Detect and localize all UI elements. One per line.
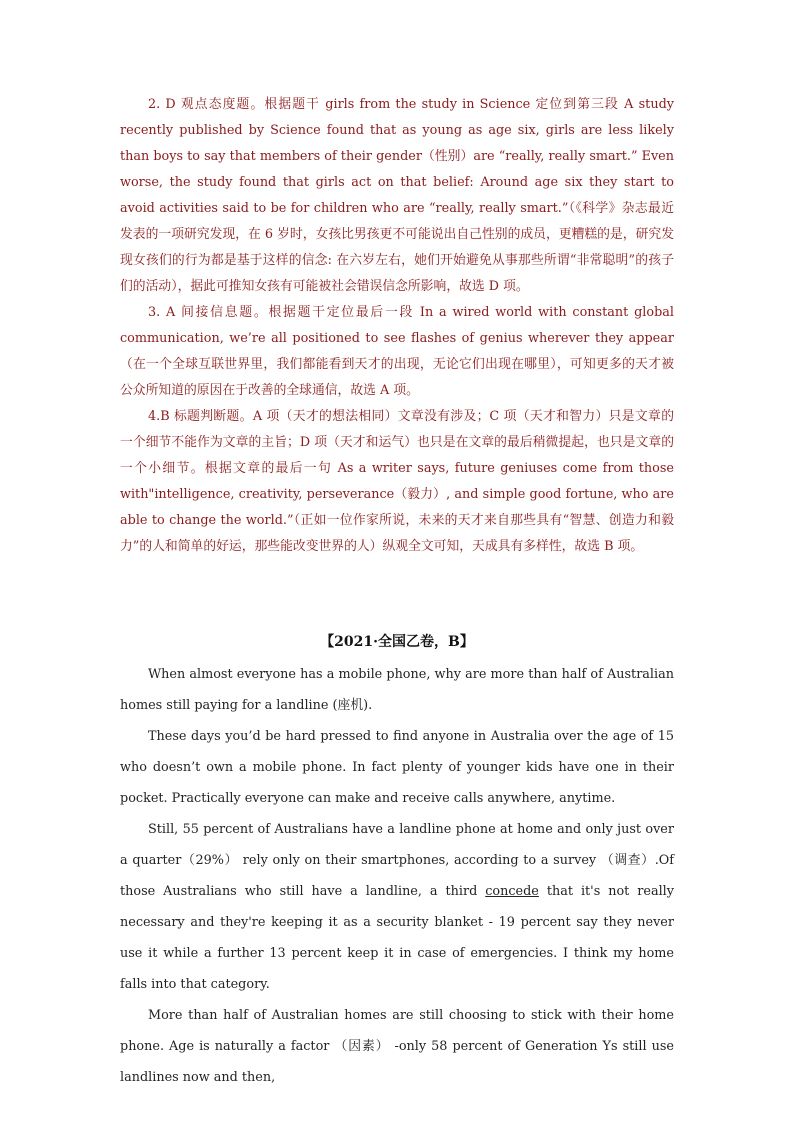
underlined-word: concede [485, 884, 539, 899]
passage-paragraph-3-start: Still, 55 percent of Australians have a landline phone at home and only just over a quarter（29%） rely only on their smartphones, according to a survey （调查）.Of those Australians who still have a landline, a third [120, 822, 674, 899]
explanation-q4: 4.B 标题判断题。A 项（天才的想法相同）文章没有涉及；C 项（天才和智力）只是文章的一个细节不能作为文章的主旨；D 项（天才和运气）也只是在文章的最后稍微提起，也只是文章的一个小细节。根据文章的最后一句 As a writer says, future geniuses come from those with"intelligence, creativity, perseverance（毅力）, and simple good fortune, who are able to change the world.”（正如一位作家所说，未来的天才来自那些具有“智慧、创造力和毅力”的人和简单的好运，那些能改变世界的人）纵观全文可知，天成具有多样性，故选 B 项。 [120, 409, 674, 554]
reading-passage [120, 659, 674, 1093]
section-title: 【2021·全国乙卷，B】 [320, 634, 474, 650]
passage-paragraph-3 [120, 814, 674, 1000]
explanation-q3: 3. A 间接信息题。根据题干定位最后一段 In a wired world with constant global communication, we’re all positioned to see flashes of genius wherever they appear（在一个全球互联世界里，我们都能看到天才的出现，无论它们出现在哪里），可知更多的天才被公众所知道的原因在于改善的全球通信，故选 A 项。 [120, 305, 674, 398]
passage-paragraph-3-end: that it's not really necessary and they're keeping it as a security blanket - 19 percent say they never use it while a further 13 percent keep it in case of emergencies. I think my home falls into that category. [120, 884, 675, 992]
explanation-q2: 2. D 观点态度题。根据题干 girls from the study in Science 定位到第三段 A study recently published by Science found that as young as age six, girls are less likely than boys to say that members of their gender（性别）are “really, really smart.” Even worse, the study found that girls act on that belief: Around age six they start to avoid activities said to be for children who are “really, really smart.”（《科学》杂志最近发表的一项研究发现，在 6 岁时，女孩比男孩更不可能说出自己性别的成员，更糟糕的是，研究发现女孩们的行为都是基于这样的信念: 在六岁左右，她们开始避免从事那些所谓“非常聪明”的孩子们的活动），据此可推知女孩有可能被社会错误信念所影响，故选 D 项。 [120, 97, 674, 294]
passage-paragraph-1: When almost everyone has a mobile phone, why are more than half of Australian homes still paying for a landline (座机). [120, 667, 674, 713]
passage-paragraph-4: More than half of Australian homes are still choosing to stick with their home phone. Age is naturally a factor （因素） -only 58 percent of Generation Ys still use landlines now and then, [120, 1008, 674, 1085]
answer-explanations [120, 92, 674, 560]
passage-paragraph-2: These days you’d be hard pressed to find anyone in Australia over the age of 15 who doesn’t own a mobile phone. In fact plenty of younger kids have one in their pocket. Practically everyone can make and receive calls anywhere, anytime. [120, 729, 674, 806]
